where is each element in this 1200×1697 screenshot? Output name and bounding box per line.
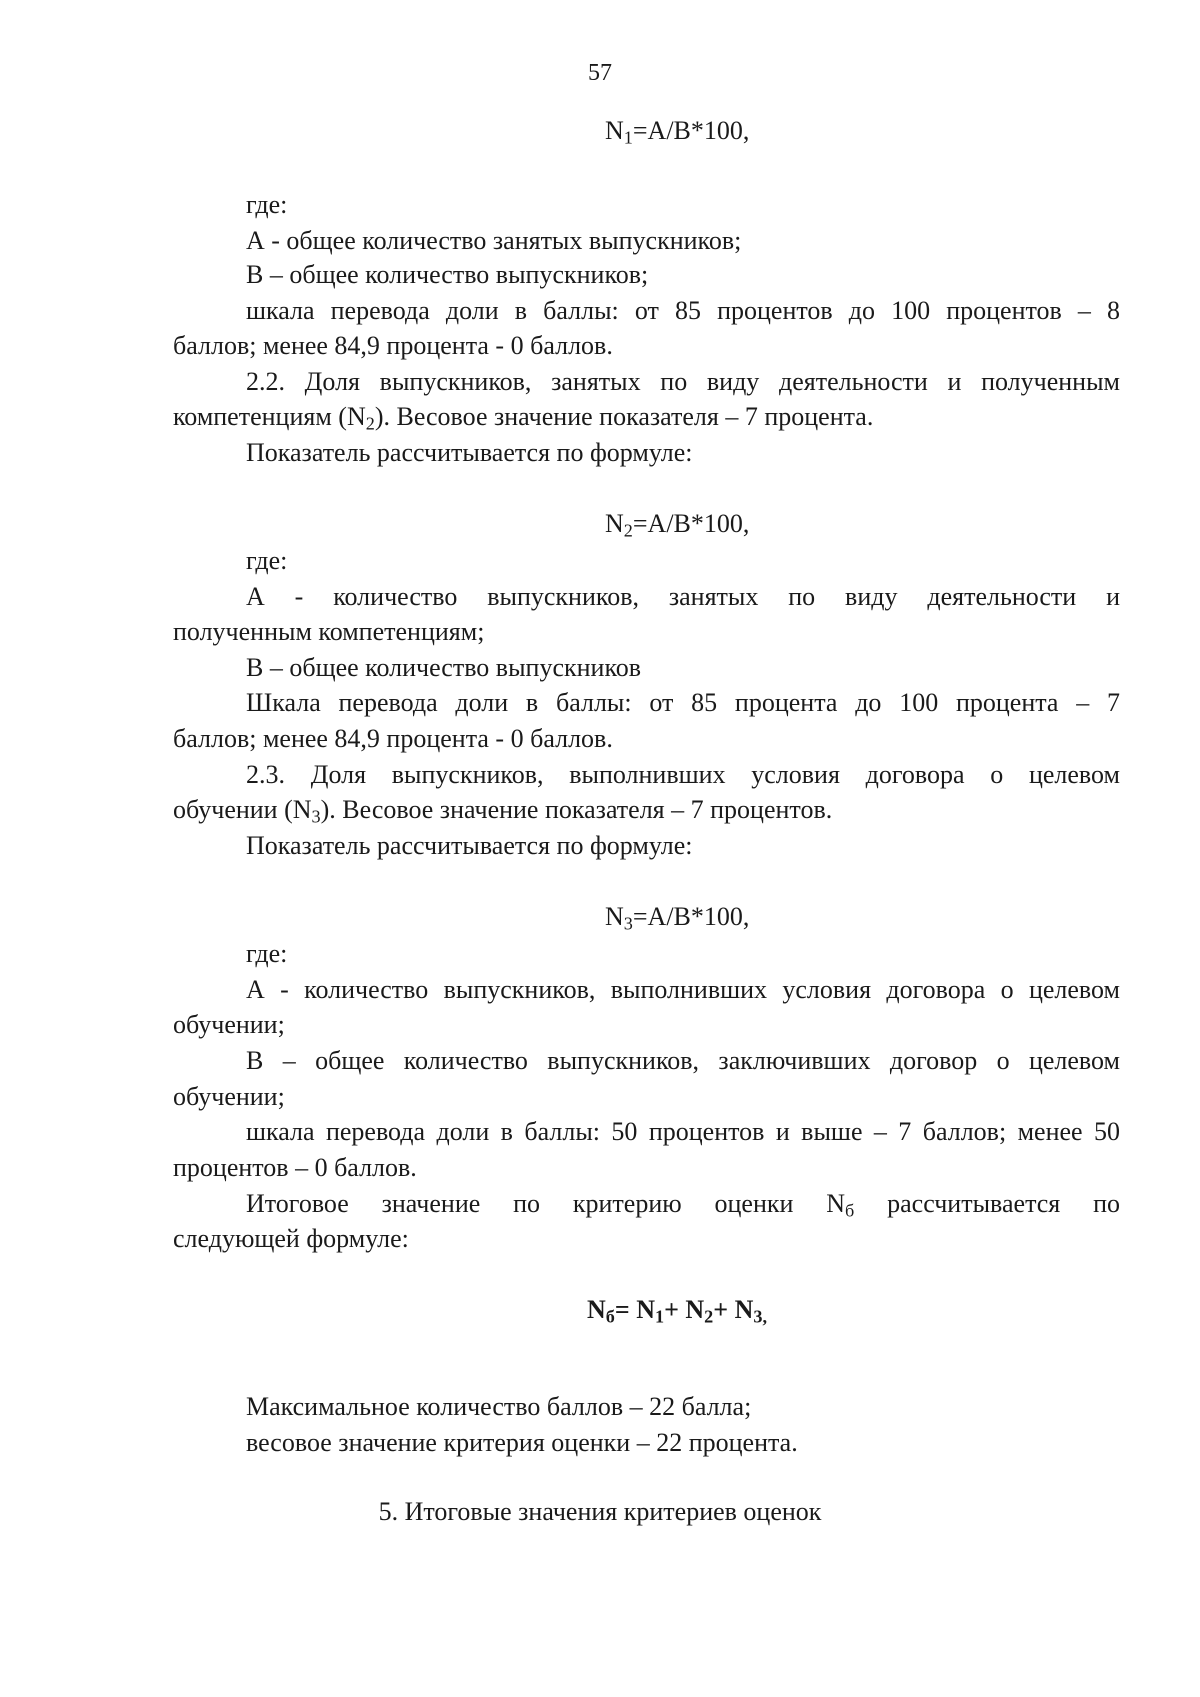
n3-scale-line: процентов – 0 баллов. — [173, 1153, 417, 1182]
n3-definition-a: А - количество выпускников, выполнивших условия договора о целевом — [246, 975, 1120, 1004]
n2-scale-line: Шкала перевода доли в баллы: от 85 процента до 100 процента – 7 — [246, 688, 1120, 717]
total-intro: Итоговое значение по критерию оценки $N_б$ рассчитывается по — [246, 1189, 1121, 1221]
n2-definition-a: А - количество выпускников, занятых по виду деятельности и — [246, 582, 1120, 611]
where-label: где: — [246, 939, 288, 968]
n1-scale-line: шкала перевода доли в баллы: от 85 процентов до 100 процентов – 8 — [246, 296, 1120, 325]
n3-definition-a: обучении; — [173, 1010, 285, 1039]
calc-intro: Показатель рассчитывается по формуле: — [246, 438, 693, 467]
formula-n2: $N_2=A/B*100$, — [605, 509, 750, 541]
formula-total: $N_б= N_1+ N_2+ N_{3,}$ — [587, 1295, 767, 1327]
where-label: где: — [246, 190, 288, 219]
n1-definition-b: В – общее количество выпускников; — [246, 260, 649, 289]
formula-n1: $N_1=A/B*100$, — [605, 116, 750, 148]
n2-definition-a: полученным компетенциям; — [173, 617, 485, 646]
n3-scale-line: шкала перевода доли в баллы: 50 процентов и выше – 7 баллов; менее 50 — [246, 1117, 1120, 1146]
page-number: 57 — [588, 60, 612, 86]
calc-intro: Показатель рассчитывается по формуле: — [246, 831, 693, 860]
total-intro: следующей формуле: — [173, 1224, 409, 1253]
n1-definition-a: А - общее количество занятых выпускников; — [246, 226, 742, 255]
where-label: где: — [246, 546, 288, 575]
n1-scale-line: баллов; менее 84,9 процента - 0 баллов. — [173, 331, 613, 360]
n3-definition-b: В – общее количество выпускников, заключивших договор о целевом — [246, 1046, 1120, 1075]
criterion-weight: весовое значение критерия оценки – 22 процента. — [246, 1428, 798, 1457]
formula-n3: $N_3=A/B*100$, — [605, 902, 750, 934]
max-points: Максимальное количество баллов – 22 балла; — [246, 1392, 752, 1421]
section-2-3-title: 2.3. Доля выпускников, выполнивших условия договора о целевом — [246, 760, 1120, 789]
n2-definition-b: В – общее количество выпускников — [246, 653, 642, 682]
section-5-heading: 5. Итоговые значения критериев оценок — [378, 1497, 822, 1526]
section-2-2-title: 2.2. Доля выпускников, занятых по виду деятельности и полученным — [246, 367, 1120, 396]
n2-scale-line: баллов; менее 84,9 процента - 0 баллов. — [173, 724, 613, 753]
section-2-3-title: обучении $(N_3)$. Весовое значение показателя – 7 процентов. — [173, 795, 833, 827]
section-2-2-title: компетенциям $(N_2)$. Весовое значение показателя – 7 процента. — [173, 402, 874, 434]
n3-definition-b: обучении; — [173, 1082, 285, 1111]
